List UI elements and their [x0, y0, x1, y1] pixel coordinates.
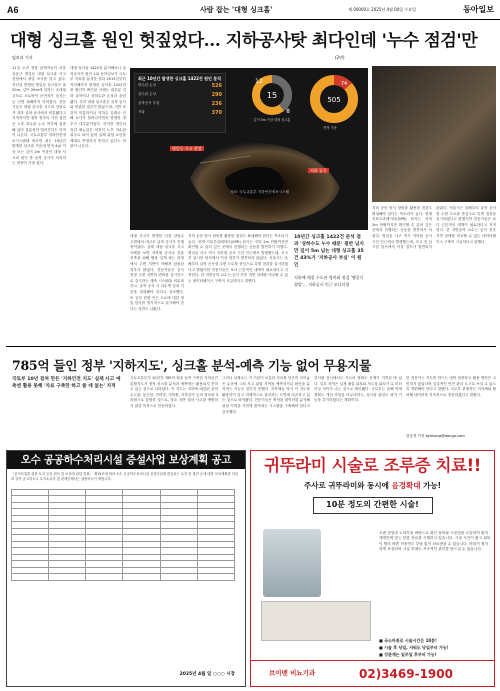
info-row: [138, 110, 222, 117]
public-notice-ad: [6, 450, 246, 687]
notice-table-cell: [123, 574, 160, 581]
byline-left: 임보라 기자: [12, 55, 33, 60]
clinic-ad-subtitle-hl: 음경확대: [391, 481, 421, 491]
issue-info: 제 00000호 2025년 4월 00일 수요일: [348, 7, 416, 12]
clinic-ad-title: 귀뚜라미 시술로 조루증 치료!!: [264, 456, 481, 475]
info-row-value: 290: [211, 92, 222, 99]
info-row-label: 굴착공사 부실: [138, 100, 160, 105]
pull-quote-text: 10년간 싱크홀 1422건 분석 결과 '상하수도 누수 때문' 절반 넘지만 깊이 5m 넘는 대형 싱크홀 35건 43%가 '지하공사 부실' 이 원인: [294, 235, 364, 268]
section-divider: [6, 346, 496, 347]
doctor-photo: [263, 529, 321, 597]
clinic-name: 브이맨 비뇨기과: [269, 669, 316, 677]
notice-footer: 2025년 4월 일 ○○○ 시장: [179, 671, 235, 677]
clinic-ad-subtitle: [251, 481, 494, 491]
info-row-value: 370: [211, 109, 222, 116]
clinic-bullet-1: ■ 국소마취로 시술시간은 10분!: [379, 638, 437, 643]
clinic-phone: 02)3469-1900: [359, 667, 453, 681]
donut-2-value-a: 505: [327, 96, 341, 104]
notice-table-cell: [86, 574, 123, 581]
photo-label-1: 명일동 사고 현장: [172, 146, 202, 151]
clinic-ad-footer: [251, 660, 495, 686]
procedure-diagram: [261, 601, 371, 641]
main-headline: 대형 싱크홀 원인 헛짚었다… 지하공사탓 최다인데 '누수 점검'만: [10, 31, 478, 51]
info-row: [138, 101, 222, 108]
article-column-5: 지하 공동 탐사 장비를 활용한 점검도 확대해야 한다는 목소리가 높다. 현재 지표투과레이더(GPR) 탐사는 지하 2m 안팎까지만 확인할 수 있어 깊은 곳에서 진행되는 공동을 발견하기 어렵다. 명일동 사고 역시 지하철 공사 구간 인근에서 발생했는데, 사고 전 실시한 탐사에서 이상 징후가 발견되지 않았다. 서울시는 올해부터 굴착 공사장 주변 도로를 중심으로 특별 점검을 실시하겠다고 밝혔지만 전문가들은 보다 근본적인 대책이 필요하다고 지적한다. 한 지반공학 교수는 공사 전후 지반 상태를 비교할 수 있는 데이터베이스 구축이 시급하다고 말했다.: [372, 206, 496, 250]
article-column-1: 11일 오전 경찰 관계자들이 서울 강동구 명일동 대형 싱크홀 사고 현장에서 정밀 조사를 하고 있다. 지난달 발생한 명일동 싱크홀은 폭 20m, 깊이 20m에 달하는 초대형 규모로 오토바이 운전자가 숨지는 등 인명 피해까지 이어졌다. 전문가들은 대형 싱크홀 사고의 상당수가 지하 굴착 공사에서 비롯됐다고 지적하지만 정작 정부의 사전 점검은 노후 하수관 누수 여부에 집중돼 있어 실효성이 떨어진다는 지적이 나온다. 국토교통부 지하안전정보시스템에 따르면 최근 10년간 발생한 싱크홀 가운데 면적 4㎡ 이상 또는 깊이 2m 이상인 대형 사고의 원인 중 굴착 공사가 차지하는 비중이 가장 컸다.: [12, 66, 66, 166]
article-column-3: 대형 사고가 발생한 지점 상당수 주변에서 대규모 굴착 공사가 진행 중이었다. 실제 대형 싱크홀 사고 사례를 보면 지하철 공사나 건물 신축을 위해 땅을 깊게 파는 과정에서 주변 지반이 약해져 함몰된 경우가 많았다. 전문가들은 공사 현장 주변 지반의 변화를 실시간으로 감시하는 계측 시스템을 의무화하고, 굴착 공사 시 차수벽 설치 기준을 강화해야 한다고 강조했다. 또 공사 현장 인근 도로에 대한 정밀 탐사를 정기적으로 실시해야 한다는 의견도 나왔다.: [130, 234, 184, 311]
info-panel: [134, 73, 226, 133]
clinic-ad-subtitle-a: 주사로 귀뚜라미와 동시에: [303, 481, 389, 491]
info-row-label: 기타: [138, 109, 145, 114]
donut-2-value-b: 74: [340, 81, 348, 87]
byline-right: (2면): [335, 55, 345, 60]
notice-table: [11, 489, 235, 581]
info-title: 최근 10년간 발생한 싱크홀 1422건 원인 분석: [138, 76, 222, 81]
notice-table-cell: [12, 574, 49, 581]
donut-1-caption: 깊이 5m 이상 대형 싱크홀: [253, 118, 291, 123]
donut-2-caption: 면적 기준: [323, 126, 337, 131]
info-row: [138, 92, 222, 99]
section-title: 사람 잡는 '대형 싱크홀': [200, 5, 273, 14]
second-column-4: 한 전문가는 지도를 만드는 데만 집중하고 활용 방안은 고민하지 않았다며 실질적인 안전 관리 도구로 쓰일 수 있도록 개편해야 한다고 말했다. 국토부 관계자는 지자체와 협력해 데이터를 지속적으로 갱신하겠다고 밝혔다.: [406, 376, 496, 397]
info-row-value: 236: [211, 100, 222, 107]
page-header: [0, 0, 500, 20]
clinic-ad-bullets: [379, 637, 491, 658]
article-column-4: 지하 공동 탐사 장비를 활용한 점검도 확대해야 한다는 목소리가 높다. 현재 지표투과레이더(GPR) 탐사는 지하 2m 안팎까지만 확인할 수 있어 깊은 곳에서 진행되는 공동을 발견하기 어렵다. 명일동 사고 역시 지하철 공사 구간 인근에서 발생했는데, 사고 전 실시한 탐사에서 이상 징후가 발견되지 않았다. 서울시는 올해부터 굴착 공사장 주변 도로를 중심으로 특별 점검을 실시하겠다고 밝혔지만 전문가들은 보다 근본적인 대책이 필요하다고 지적한다. 한 지반공학 교수는 공사 전후 지반 상태를 비교할 수 있는 데이터베이스 구축이 시급하다고 말했다.: [188, 234, 288, 283]
donut-1-value-b: 12: [255, 78, 263, 85]
pull-quote: [294, 234, 364, 288]
notice-table-cell: [49, 574, 86, 581]
notice-intro: 「공익사업을 위한 토지 등의 취득 및 보상에 관한 법률」 제15조에 따라 오수 공공하수처리시설 증설사업에 편입되는 토지 및 물건 등에 대한 보상계획을 다음과 같이 공고하오니 토지소유자 및 관계인께서는 열람하시기 바랍니다.: [11, 472, 239, 481]
info-row-label: 상수관 손상: [138, 92, 157, 97]
donut-1-value-a: 15: [266, 91, 278, 100]
second-headline: 785억 들인 정부 '지하지도', 싱크홀 분석-예측 기능 없어 무용지물: [12, 358, 371, 373]
notice-table-cell: [160, 574, 197, 581]
second-lead: 국토부 10년 걸쳐 만든 '지하안전 지도' 실제 사고 예측엔 활용 못해 '자료 구축만 하고 쓸 데 없는' 지적: [12, 377, 121, 390]
pull-quote-footer: 지하에 매설 수도관 정비와 점검 '땜질식 협업'… 지하공사 인근 모니터링: [294, 275, 364, 287]
clinic-bullet-3: ■ 성관계는 일주일 후부터 가능!: [379, 652, 437, 657]
clinic-ad: [250, 450, 495, 687]
notice-table-cell: [197, 574, 234, 581]
second-column-2: 그러나 실제로는 각 기관이 보유한 자료를 단순히 모아놓은 수준에 그쳐 사고 위험 지역을 예측하거나 원인을 분석하는 기능은 갖추지 못했다. 지자체들 역시 이 지도를 활용하지 않고 자체적으로 관리하는 도면에 의존하고 있는 것으로 파악됐다. 전문가들은 축적된 데이터를 분석해 위험 지역을 사전에 찾아내는 시스템을 구축해야 한다고 강조했다.: [222, 376, 310, 414]
second-column-3: 감사원 감사에서도 지도의 정확도 문제가 지적된 바 있다. 일부 지역은 실제 매설 위치와 지도상 위치가 수 미터 이상 차이가 나는 것으로 확인됐다. 국토부는 올해 안에 정확도 개선 작업을 마무리하고, 싱크홀 위험도 평가 기능을 추가하겠다는 계획이다.: [314, 376, 402, 403]
donut-1-value-c: 8: [286, 108, 290, 115]
info-note: 자료: 국토교통부 지하안전정보시스템: [230, 190, 290, 194]
article-column-2: 대형 싱크홀 1422건 분석해보니 굴착공사가 원인 1위 동아일보가 국토부 자료를 분석한 결과 2015년부터 지난해까지 발생한 싱크홀 1422건 중 원인이 확인된 사례는 대부분 지하 굴착이나 상하수관 손상과 관련됐다. 특히 대형 싱크홀은 굴착 공사와 연관된 경우가 많았으며, 지반 보강이 미흡하거나 지하수 유출로 인해 토사가 쓸려나가면서 발생한 경우가 대부분이었다. 하지만 정부의 점검 매뉴얼은 여전히 노후 하수관 위주로 되어 있어 실제 위험 요인을 제대로 반영하지 못하고 있다는 비판이 나온다.: [70, 66, 126, 149]
donut-chart-1: [250, 73, 294, 131]
info-row-value: 526: [211, 83, 222, 90]
infographic: [130, 68, 368, 230]
clinic-bullet-2: ■ 시술 후 당일, 샤워도 당일부터 가능!: [379, 645, 449, 650]
clinic-ad-subtitle-b: 가능!: [423, 481, 442, 491]
info-row: [138, 83, 222, 90]
donut-chart-2: [308, 73, 352, 131]
info-row-label: 하수관 손상: [138, 83, 157, 88]
clinic-ad-box: 10분 정도의 간편한 시술!: [313, 497, 433, 514]
second-column-1: 국토교통부가 10년간 785억 원을 들여 구축한 지하공간통합지도가 정작 싱크홀 분석과 예측에는 활용되지 못하고 있는 것으로 나타났다. 이 지도는 지하에 매설된 상하수도관, 통신망, 전력망, 지하철, 지하상가 등의 정보를 3차원으로 통합한 것으로, 당초 지반 침하 사고를 예방하기 위한 목적으로 만들어졌다.: [130, 376, 218, 408]
second-byline: 강승현 기자 byhkang@donga.com: [406, 434, 465, 438]
notice-table-row: [12, 574, 235, 581]
right-photo: [372, 66, 496, 202]
notice-title: 오수 공공하수처리시설 증설사업 보상계획 공고: [7, 451, 245, 469]
photo-label-2: 지하 공동: [310, 168, 327, 173]
clinic-ad-text: 오랜 경험과 노하우를 바탕으로 최신 장비와 시술법을 도입하여 환자 개개인에 맞는 맞춤 진료를 시행하고 있습니다. 시술 시간이 짧고 회복이 빨라 바쁜 직장인도 부담 없이 치료받을 수 있습니다. 비밀이 철저하게 보장되며 시술 후에도 지속적인 관리를 받으실 수 있습니다.: [379, 531, 491, 552]
page-number: A6: [7, 5, 19, 15]
newspaper-brand: 동아일보: [463, 4, 494, 14]
